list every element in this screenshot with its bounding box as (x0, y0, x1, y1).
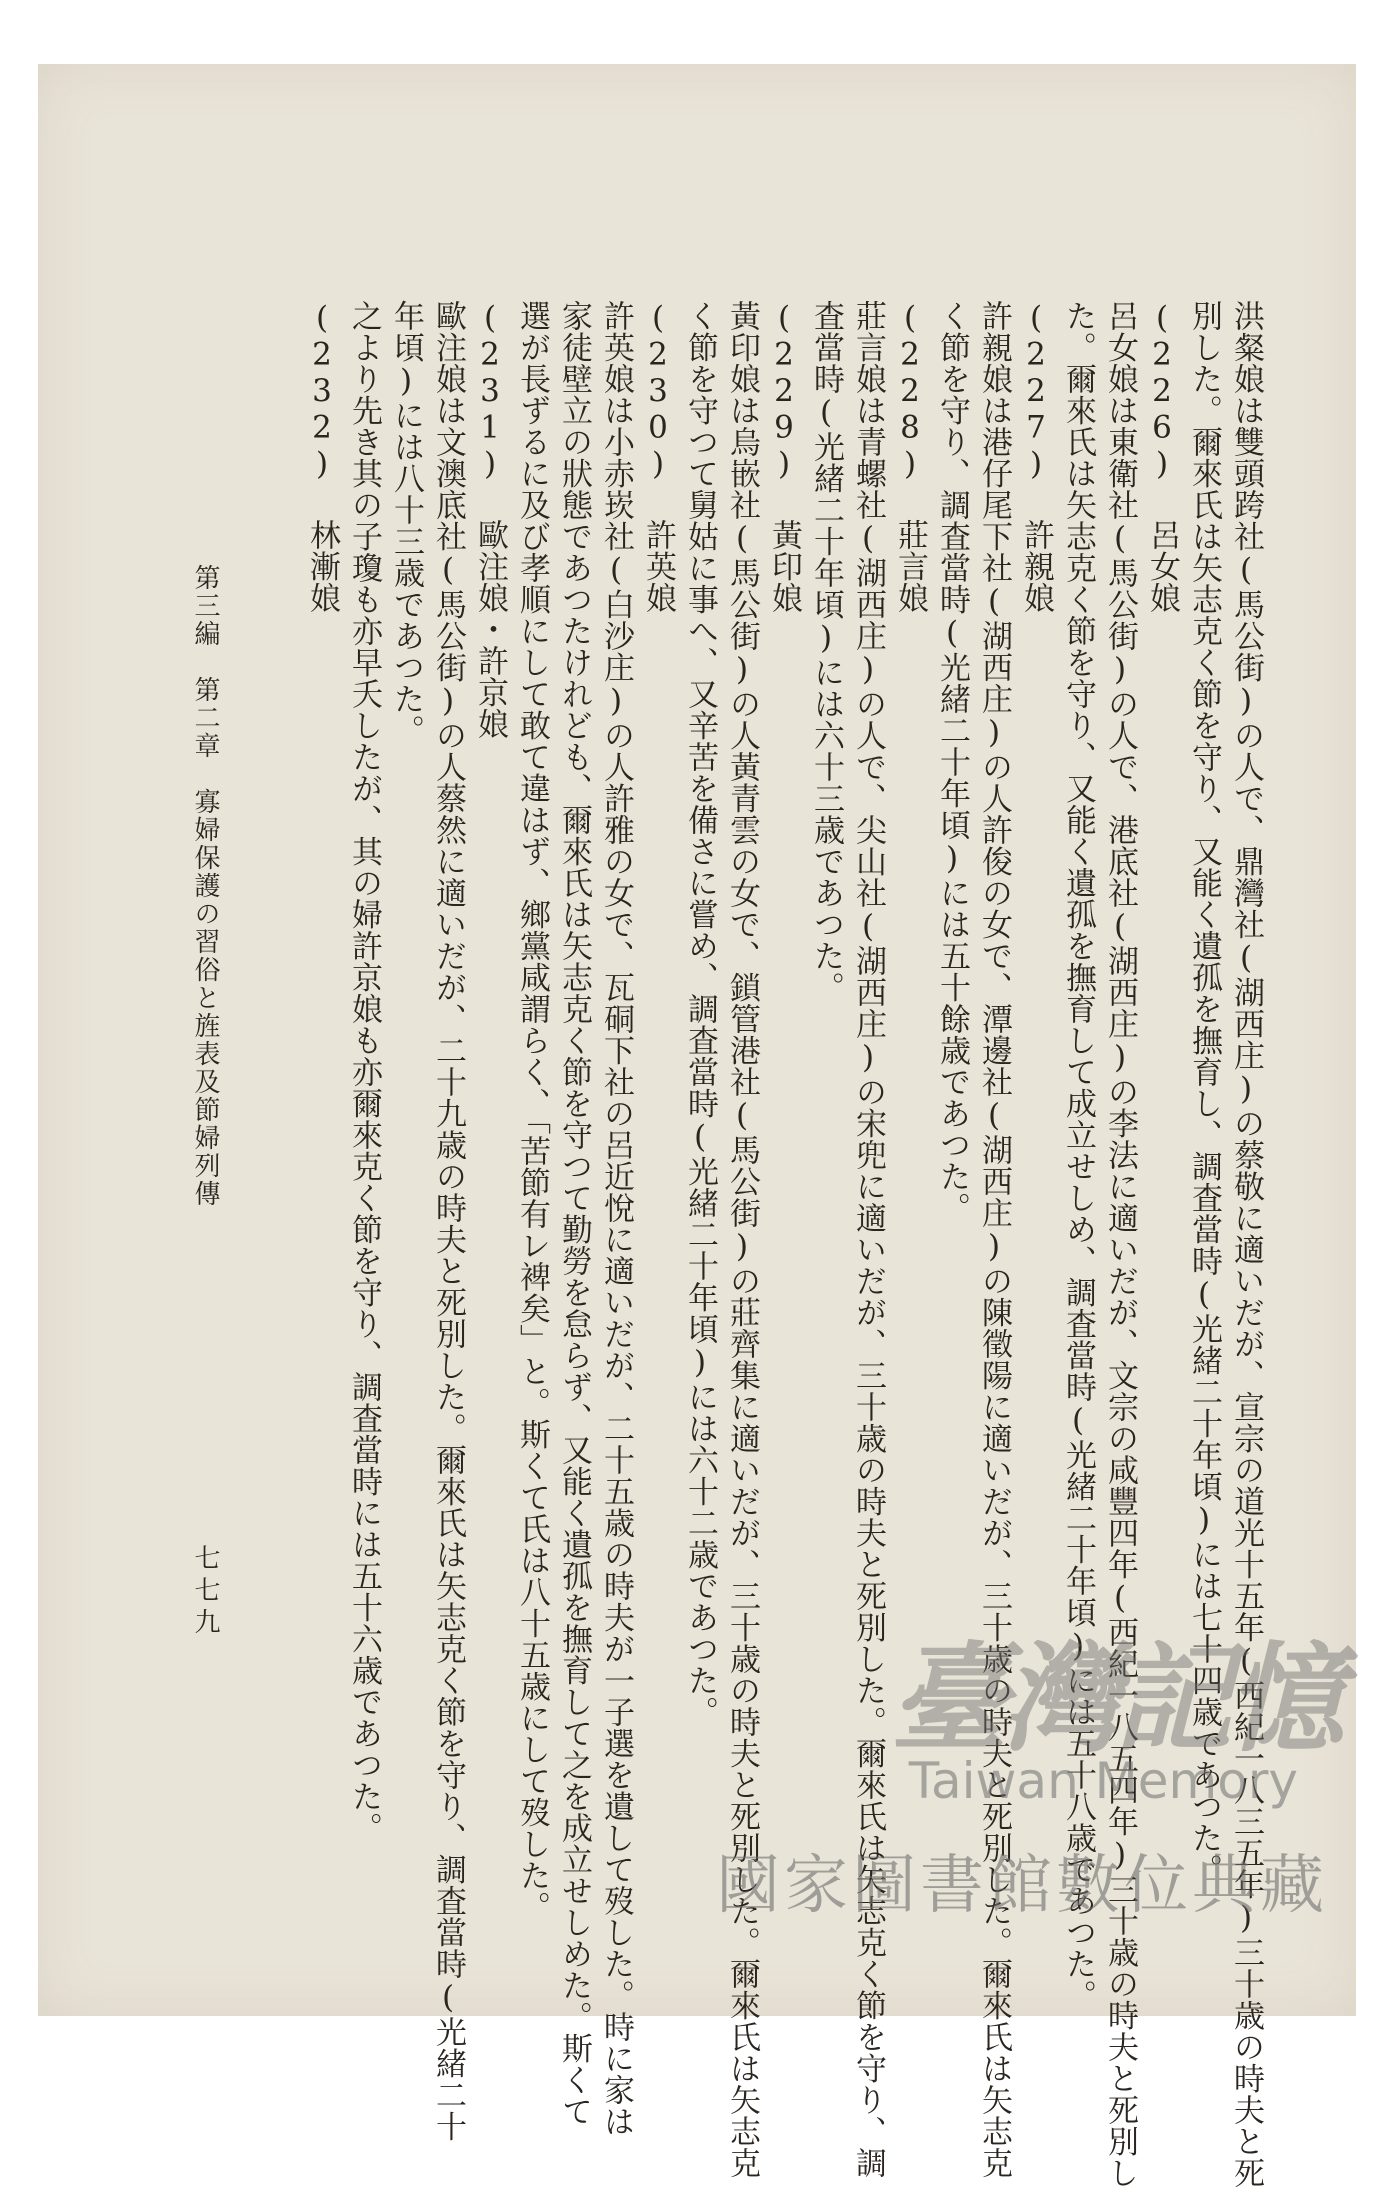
text-column: 之より先き其の子瓊も亦早夭したが、其の婦許京娘も亦爾來克く節を守り、調査當時には五十六歳であつた。 (346, 300, 382, 1844)
text-column: く節を守り、調査當時(光緒二十年頃)には五十餘歳であつた。 (934, 300, 970, 1224)
section-heading: (228) 莊言娘 (892, 300, 928, 614)
running-footer: 第三編 第二章 寡婦保護の習俗と旌表及節婦列傳 (190, 564, 220, 1208)
text-column: く節を守つて舅姑に事へ、又辛苦を備さに嘗め、調査當時(光緒二十年頃)には六十二歳であつた。 (682, 300, 718, 1728)
text-column: 別した。爾來氏は矢志克く節を守り、又能く遺孤を撫育し、調査當時(光緒二十年頃)には七十四歳であつた。 (1186, 300, 1222, 1885)
book-page (38, 64, 1356, 2189)
text-column: 許親娘は港仔尾下社(湖西庄)の人許俊の女で、潭邊社(湖西庄)の陳徵陽に適いだが、三十歳の時夫と死別した。爾來氏は矢志克 (976, 300, 1012, 2179)
text-column: 許英娘は小赤崁社(白沙庄)の人許雅の女で、瓦硐下社の呂近悅に適いだが、二十五歳の時夫が一子選を遺して歿した。時に家は (598, 300, 634, 2137)
section-heading: (227) 許親娘 (1018, 300, 1054, 614)
watermark-org: 國家圖書館數位典藏 (716, 1849, 1328, 1923)
watermark-logo: 臺灣記憶 (889, 1629, 1338, 1768)
section-heading: (232) 林漸娘 (304, 300, 340, 614)
watermark (658, 1629, 1358, 2014)
section-heading: (229) 黃印娘 (766, 300, 802, 614)
text-column: 家徒壁立の狀態であつたけれども、爾來氏は矢志克く節を守つて勤勞を怠らず、又能く遺孤を撫育して之を成立せしめた。斯くて (556, 300, 592, 2127)
text-column: 査當時(光緒二十年頃)には六十三歳であつた。 (808, 300, 844, 1003)
section-heading: (226) 呂女娘 (1144, 300, 1180, 614)
text-column: 選が長ずるに及び孝順にして敢て違はず、鄉黨咸謂らく、「苦節有レ裨矣」と。斯くて氏は八十五歳にして歿した。 (514, 300, 550, 1923)
text-column: 莊言娘は青螺社(湖西庄)の人で、尖山社(湖西庄)の宋兜に適いだが、三十歳の時夫と死別した。爾來氏は矢志克く節を守り、調 (850, 300, 886, 2179)
text-column: 黃印娘は烏嵌社(馬公街)の人黃青雲の女で、鎖管港社(馬公街)の莊齊集に適いだが、三十歳の時夫と死別した。爾來氏は矢志克 (724, 300, 760, 2179)
text-column: た。爾來氏は矢志克く節を守り、又能く遺孤を撫育して成立せしめ、調査當時(光緒二十年頃)には五十八歳であつた。 (1060, 300, 1096, 2011)
watermark-english: Taiwan Memory (908, 1752, 1298, 1810)
page-number: 七七九 (190, 1544, 220, 1640)
text-column: 呂女娘は東衛社(馬公街)の人で、港底社(湖西庄)の李法に適いだが、文宗の咸豐四年(西紀一八五四年)三十歳の時夫と死別し (1102, 300, 1138, 2189)
section-heading: (230) 許英娘 (640, 300, 676, 614)
text-column: 年頃)には八十三歳であつた。 (388, 300, 424, 746)
section-heading: (231) 歐注娘・許京娘 (472, 300, 508, 740)
text-column: 歐注娘は文澳底社(馬公街)の人蔡然に適いだが、二十九歳の時夫と死別した。爾來氏は矢志克く節を守り、調査當時(光緒二十 (430, 300, 466, 2142)
text-column: 洪粲娘は雙頭跨社(馬公街)の人で、鼎灣社(湖西庄)の蔡敬に適いだが、宣宗の道光十五年(西紀一八三五年)三十歳の時夫と死 (1228, 300, 1264, 2189)
